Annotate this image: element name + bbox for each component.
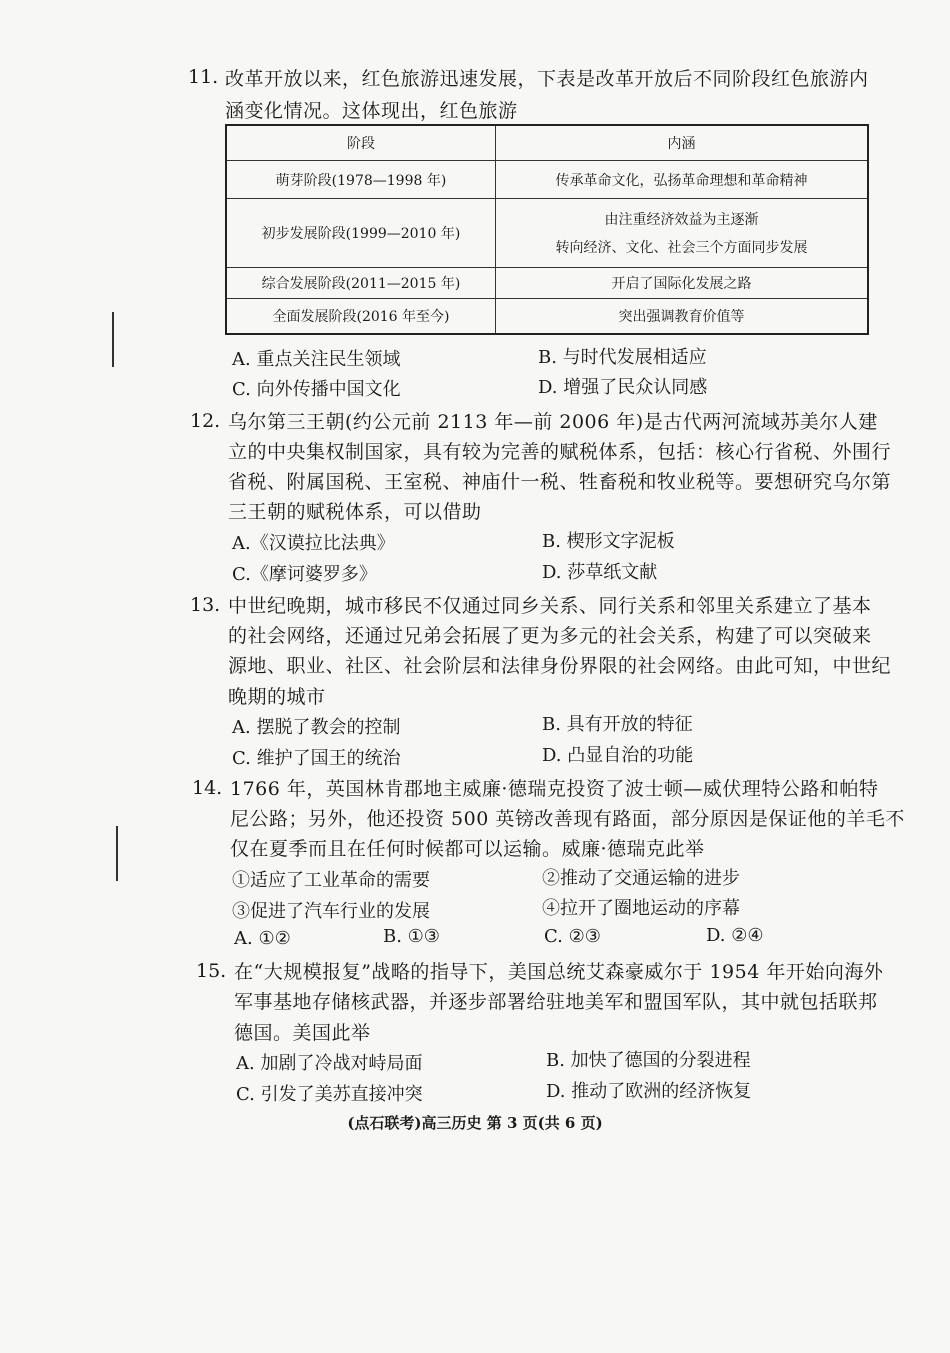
table-cell: 全面发展阶段(2016 年至今) <box>226 299 496 335</box>
question-text: 在“大规模报复”战略的指导下，美国总统艾森豪威尔于 1954 年开始向海外 <box>234 961 884 983</box>
option-b[interactable]: B. 与时代发展相适应 <box>538 347 707 368</box>
statement-4: ④拉开了圈地运动的序幕 <box>542 898 740 919</box>
option-b[interactable]: B. 加快了德国的分裂进程 <box>546 1050 751 1071</box>
option-c[interactable]: C. ②③ <box>544 926 601 947</box>
question-text: 军事基地存储核武器，并逐步部署给驻地美军和盟国军队，其中就包括联邦 <box>234 991 878 1013</box>
binding-mark <box>116 826 118 881</box>
question-text: 的社会网络，还通过兄弟会拓展了更为多元的社会关系，构建了可以突破来 <box>228 625 872 647</box>
option-a[interactable]: A. 加剧了冷战对峙局面 <box>236 1053 423 1074</box>
question-number: 12. <box>190 410 221 432</box>
table-cell: 突出强调教育价值等 <box>496 299 869 335</box>
option-a[interactable]: A. ①② <box>234 928 291 949</box>
cell-line: 转向经济、文化、社会三个方面同步发展 <box>555 240 808 256</box>
question-text: 三王朝的赋税体系，可以借助 <box>228 501 482 523</box>
option-a[interactable]: A. 重点关注民生领域 <box>232 349 401 370</box>
question-text: 德国。美国此举 <box>234 1022 371 1044</box>
option-d[interactable]: D. 凸显自治的功能 <box>542 745 694 766</box>
question-text: 仅在夏季而且在任何时候都可以运输。威廉·德瑞克此举 <box>230 838 705 860</box>
question-text: 1766 年，英国林肯郡地主威廉·德瑞克投资了波士顿—威伏理特公路和帕特 <box>230 778 879 800</box>
option-d[interactable]: D. 莎草纸文献 <box>542 562 658 583</box>
question-text: 涵变化情况。这体现出，红色旅游 <box>225 100 518 122</box>
table-row <box>226 161 868 199</box>
option-c[interactable]: C. 引发了美苏直接冲突 <box>236 1084 423 1105</box>
question-text: 尼公路；另外，他还投资 500 英镑改善现有路面，部分原因是保证他的羊毛不 <box>230 808 905 830</box>
question-text: 乌尔第三王朝(约公元前 2113 年—前 2006 年)是古代两河流域苏美尔人建 <box>228 411 878 433</box>
question-number: 11. <box>188 66 219 88</box>
table-header: 阶段 <box>226 125 496 161</box>
table-cell: 传承革命文化，弘扬革命理想和革命精神 <box>496 161 869 199</box>
binding-mark <box>112 312 114 367</box>
question-text: 晚期的城市 <box>228 686 326 708</box>
option-b[interactable]: B. ①③ <box>383 926 440 947</box>
statement-3: ③促进了汽车行业的发展 <box>232 901 430 922</box>
option-a[interactable]: A.《汉谟拉比法典》 <box>232 533 395 554</box>
cell-line: 由注重经济效益为主逐渐 <box>604 212 759 228</box>
table-row <box>226 268 868 299</box>
question-text: 源地、职业、社区、社会阶层和法律身份界限的社会网络。由此可知，中世纪 <box>228 655 892 677</box>
option-c[interactable]: C. 向外传播中国文化 <box>232 379 401 400</box>
option-d[interactable]: D. 推动了欧洲的经济恢复 <box>546 1081 752 1102</box>
question-text: 省税、附属国税、王室税、神庙什一税、牲畜税和牧业税等。要想研究乌尔第 <box>228 471 892 493</box>
question-text: 立的中央集权制国家，具有较为完善的赋税体系，包括：核心行省税、外围行 <box>228 441 892 463</box>
question-text: 中世纪晚期，城市移民不仅通过同乡关系、同行关系和邻里关系建立了基本 <box>228 595 872 617</box>
page-footer: (点石联考)高三历史 第 3 页(共 6 页) <box>347 1114 603 1132</box>
question-number: 15. <box>196 960 227 982</box>
question-number: 14. <box>192 777 223 799</box>
option-c[interactable]: C. 维护了国王的统治 <box>232 748 401 769</box>
option-d[interactable]: D. 增强了民众认同感 <box>538 377 708 398</box>
option-a[interactable]: A. 摆脱了教会的控制 <box>232 717 401 738</box>
statement-2: ②推动了交通运输的进步 <box>542 868 740 889</box>
table-cell: 初步发展阶段(1999—2010 年) <box>226 199 496 268</box>
option-c[interactable]: C.《摩诃婆罗多》 <box>232 564 377 585</box>
table-cell: 萌芽阶段(1978—1998 年) <box>226 161 496 199</box>
table-cell: 开启了国际化发展之路 <box>496 268 869 299</box>
table-cell <box>496 199 869 268</box>
table-header: 内涵 <box>496 125 869 161</box>
option-b[interactable]: B. 具有开放的特征 <box>542 714 693 735</box>
question-number: 13. <box>190 594 221 616</box>
table-row <box>226 299 868 335</box>
option-d[interactable]: D. ②④ <box>706 925 764 946</box>
table-row <box>226 199 868 268</box>
table-cell: 综合发展阶段(2011—2015 年) <box>226 268 496 299</box>
option-b[interactable]: B. 楔形文字泥板 <box>542 531 675 552</box>
question-text: 改革开放以来，红色旅游迅速发展，下表是改革开放后不同阶段红色旅游内 <box>225 68 869 90</box>
red-tourism-table <box>225 124 869 335</box>
statement-1: ①适应了工业革命的需要 <box>232 870 430 891</box>
